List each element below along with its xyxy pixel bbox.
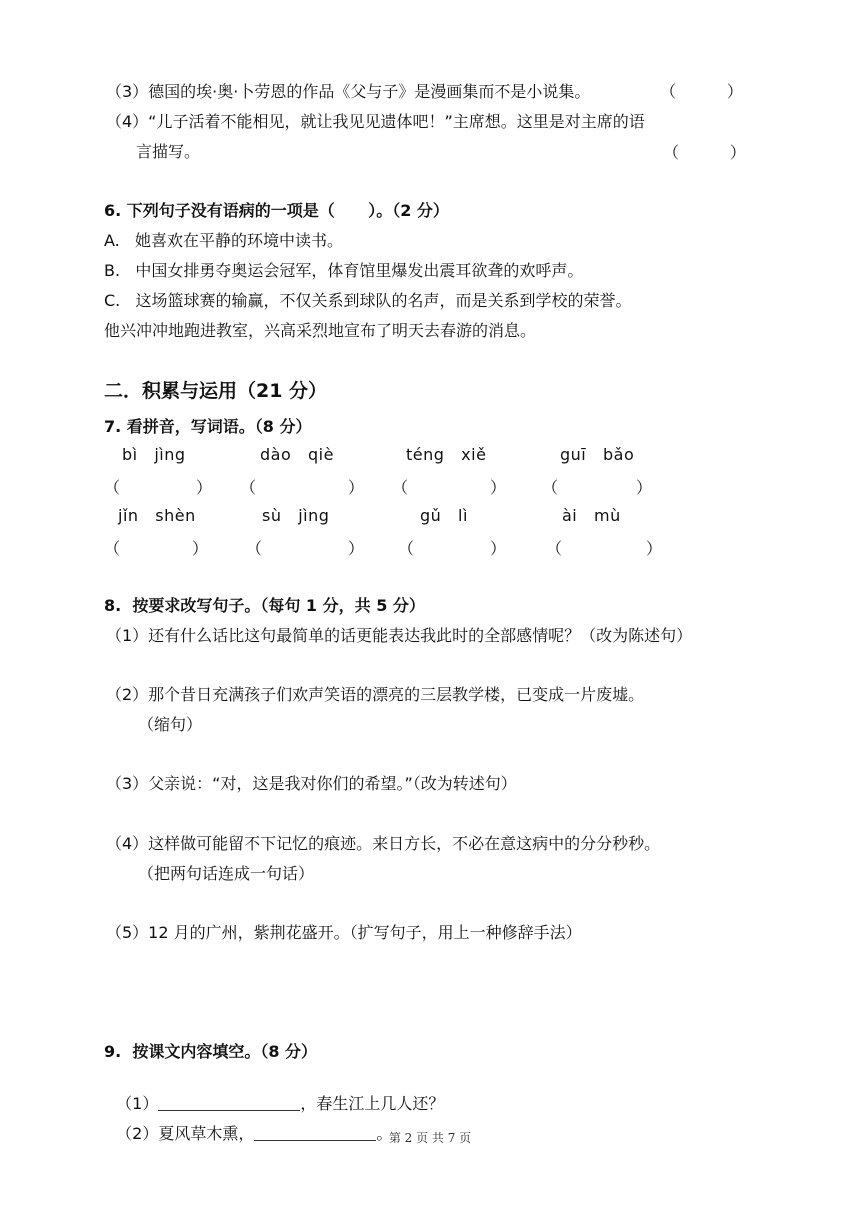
q6-title: 6. 下列句子没有语病的一项是（ ）。（2 分） xyxy=(104,201,449,220)
q8-title: 8. 按要求改写句子。（每句 1 分，共 5 分） xyxy=(104,596,425,615)
answer-box-open[interactable]: （ xyxy=(240,478,257,497)
pinyin: guī bǎo xyxy=(560,445,635,464)
q6-option-c[interactable]: C. 这场篮球赛的输赢，不仅关系到球队的名声，而是关系到学校的荣誉。 xyxy=(104,291,632,310)
pinyin: sù jìng xyxy=(262,506,330,525)
q8-sentence-4-task: （把两句话连成一句话） xyxy=(138,864,315,883)
q6-option-a[interactable]: A. 她喜欢在平静的环境中读书。 xyxy=(104,231,344,250)
pinyin: dào qiè xyxy=(260,445,334,464)
pinyin: ài mù xyxy=(562,506,621,525)
pinyin: gǔ lì xyxy=(420,506,468,525)
q8-sentence-2-task: （缩句） xyxy=(138,715,203,734)
q9-title: 9. 按课文内容填空。（8 分） xyxy=(104,1042,318,1061)
answer-box-open[interactable]: （ xyxy=(546,539,563,558)
q9-fill-1-text: ，春生江上几人还？ xyxy=(300,1094,445,1113)
answer-paren[interactable]: （ ） xyxy=(663,143,746,162)
answer-box-close: ） xyxy=(348,539,365,558)
answer-box-open[interactable]: （ xyxy=(398,539,415,558)
q9-fill-2-end: 。 xyxy=(376,1124,393,1143)
q7-title: 7. 看拼音，写词语。（8 分） xyxy=(104,417,312,436)
answer-box-open[interactable]: （ xyxy=(104,478,121,497)
answer-box-close: ） xyxy=(490,539,507,558)
answer-box-open[interactable]: （ xyxy=(542,478,559,497)
pinyin: téng xiě xyxy=(406,445,487,464)
q8-sentence-1: （1）还有什么话比这句最简单的话更能表达我此时的全部感情呢？（改为陈述句） xyxy=(106,626,693,645)
q6-option-b[interactable]: B. 中国女排勇夺奥运会冠军，体育馆里爆发出震耳欲聋的欢呼声。 xyxy=(104,261,584,280)
pinyin: jǐn shèn xyxy=(118,506,196,525)
q6-option-d[interactable]: 他兴冲冲地跑进教室，兴高采烈地宣布了明天去春游的消息。 xyxy=(104,321,537,340)
answer-box-close: ） xyxy=(490,478,507,497)
q8-sentence-4: （4）这样做可能留不下记忆的痕迹。来日方长，不必在意这病中的分分秒秒。 xyxy=(106,834,661,853)
answer-paren[interactable]: （ ） xyxy=(660,82,743,101)
q8-sentence-5: （5）12 月的广州，紫荆花盛开。（扩写句子，用上一种修辞手法） xyxy=(106,923,582,942)
section-title: 二．积累与运用（21 分） xyxy=(104,380,328,402)
answer-box-close: ） xyxy=(192,539,209,558)
answer-box-close: ） xyxy=(636,478,653,497)
answer-box-close: ） xyxy=(348,478,365,497)
answer-box-close: ） xyxy=(646,539,663,558)
q5-item-3: （3）德国的埃·奥·卜劳恩的作品《父与子》是漫画集而不是小说集。 xyxy=(106,82,591,101)
q9-fill-2-text: （2）夏风草木熏， xyxy=(116,1124,255,1143)
answer-box-open[interactable]: （ xyxy=(246,539,263,558)
pinyin: bì jìng xyxy=(122,445,186,464)
answer-box-open[interactable]: （ xyxy=(392,478,409,497)
q5-item-4-cont: 言描写。 xyxy=(136,142,201,161)
page-number: 第 2 页 共 7 页 xyxy=(388,1131,472,1145)
q9-fill-1-prefix: （1） xyxy=(116,1094,159,1113)
q8-sentence-3: （3）父亲说：“对，这是我对你们的希望。”（改为转述句） xyxy=(106,774,517,793)
answer-box-open[interactable]: （ xyxy=(104,539,121,558)
answer-box-close: ） xyxy=(196,478,213,497)
q5-item-4: （4）“儿子活着不能相见，就让我见见遗体吧！”主席想。这里是对主席的语 xyxy=(106,112,645,131)
q8-sentence-2: （2）那个昔日充满孩子们欢声笑语的漂亮的三层教学楼，已变成一片废墟。 xyxy=(106,685,645,704)
